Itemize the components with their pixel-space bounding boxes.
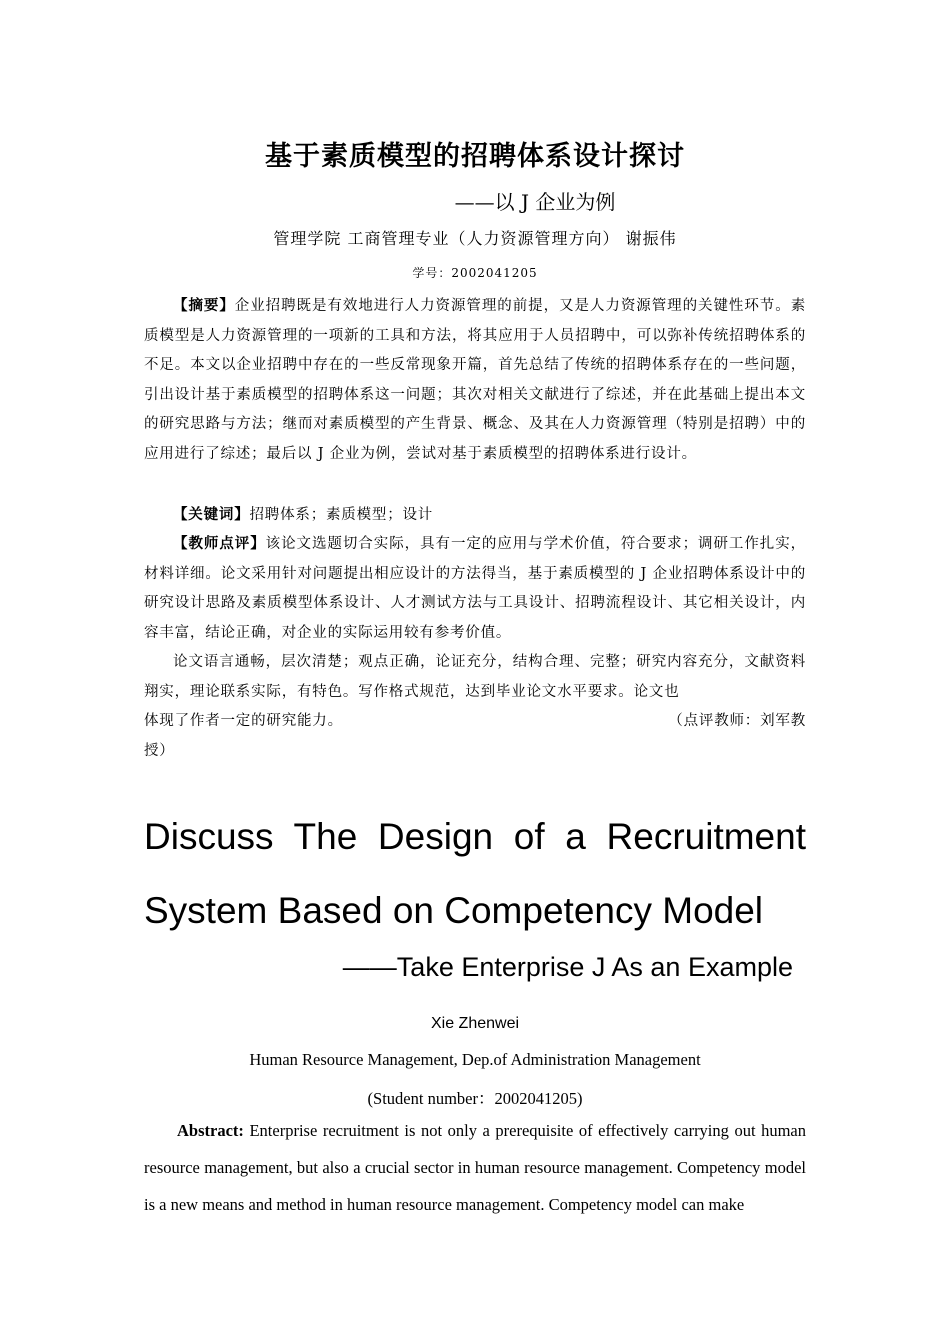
chinese-keywords	[144, 501, 806, 531]
review-label: 【教师点评】	[173, 536, 266, 552]
teacher-review	[144, 530, 806, 648]
english-title: Discuss The Design of a Recruitment System Based on Competency Model	[144, 816, 806, 931]
english-department: Human Resource Management, Dep.of Administration Management	[249, 1050, 701, 1069]
chinese-abstract	[144, 292, 806, 469]
reviewer-title-end: 授）	[144, 742, 175, 759]
review-text-2: 论文语言通畅，层次清楚；观点正确，论证充分，结构合理、完整；研究内容充分，文献资料翔实，理论联系实际，有特色。写作格式规范，达到毕业论文水平要求。论文也	[144, 654, 806, 700]
review-text: 该论文选题切合实际，具有一定的应用与学术价值，符合要求；调研工作扎实，材料详细。论文采用针对问题提出相应设计的方法得当，基于素质模型的 J 企业招聘体系设计中的研究设计思路及素质模型体系设计、人才测试方法与工具设计、招聘流程设计、其它相关设计，内容丰富，结论正确，对企业的实际运用较有参考价值。	[144, 536, 806, 641]
abstract-label: 【摘要】	[173, 298, 235, 314]
english-student-number: (Student number：2002041205)	[367, 1089, 583, 1108]
review-tail-line	[144, 707, 806, 737]
chinese-title: 基于素质模型的招聘体系设计探讨	[265, 141, 685, 172]
review-tail: 体现了作者一定的研究能力。	[144, 713, 343, 729]
teacher-review-continued	[144, 648, 806, 766]
english-author: Xie Zhenwei	[430, 1015, 520, 1032]
reviewer-name: （点评教师：刘军教	[668, 713, 806, 729]
english-subtitle: ——Take Enterprise J As an Example	[342, 952, 793, 982]
keywords-label: 【关键词】	[173, 507, 250, 523]
abstract-text: 企业招聘既是有效地进行人力资源管理的前提，又是人力资源管理的关键性环节。素质模型是人力资源管理的一项新的工具和方法，将其应用于人员招聘中，可以弥补传统招聘体系的不足。本文以企业招聘中存在的一些反常现象开篇，首先总结了传统的招聘体系存在的一些问题，引出设计基于素质模型的招聘体系这一问题；其次对相关文献进行了综述，并在此基础上提出本文的研究思路与方法；继而对素质模型的产生背景、概念、及其在人力资源管理（特别是招聘）中的应用进行了综述；最后以 J 企业为例，尝试对基于素质模型的招聘体系进行设计。	[144, 298, 806, 462]
english-abstract-text: Enterprise recruitment is not only a prerequisite of effectively carrying out human resource management, but also a crucial sector in human resource management. Competency model is a new means and method in human resource management. Competency model can make	[144, 1121, 806, 1214]
chinese-subtitle: ——以 J 企业为例	[454, 190, 616, 214]
english-abstract	[144, 1112, 806, 1223]
english-abstract-label: Abstract:	[177, 1121, 244, 1140]
keywords-text: 招聘体系；素质模型；设计	[249, 507, 434, 523]
chinese-student-id: 学号：2002041205	[412, 266, 538, 280]
chinese-author-line: 管理学院 工商管理专业（人力资源管理方向） 谢振伟	[273, 229, 677, 248]
